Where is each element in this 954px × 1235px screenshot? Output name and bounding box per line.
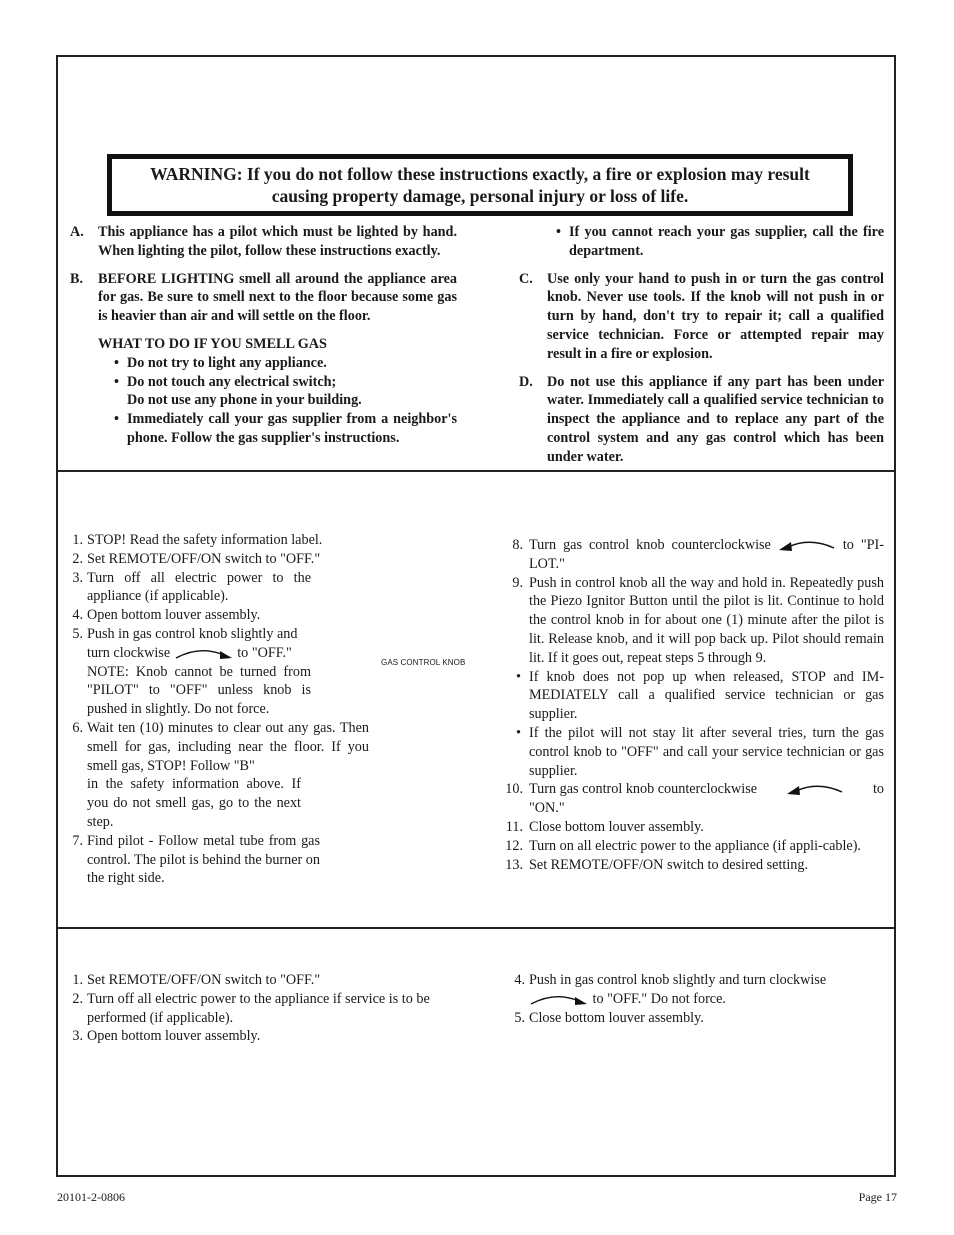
list-item: • Do not try to light any appliance. <box>114 354 327 371</box>
counterclockwise-arrow-icon <box>786 783 844 797</box>
safety-item-b: B. BEFORE LIGHTING smell all around the appliance area for gas. Be sure to smell next to the floor because some gas is heavier than air and will settle on the floor. <box>70 270 457 325</box>
counterclockwise-arrow-icon <box>778 539 836 553</box>
list-item: • If you cannot reach your gas supplier, call the fire department. <box>556 224 884 259</box>
safety-item-d: D. Do not use this appliance if any part has been under water. Immediately call a qualified service technician to inspect the appliance and to replace any part of the control system and any gas control which has been under water. <box>519 373 884 465</box>
shutoff-step-4: 4. Push in gas control knob slightly and turn clockwise to "OFF." Do not force. <box>514 972 827 1007</box>
warning-line-2: causing property damage, personal injury or loss of life. <box>271 186 689 206</box>
lighting-step-7: 7. Find pilot - Follow metal tube from gas control. The pilot is behind the burner on the right side. <box>72 832 320 887</box>
safety-item-a: A. This appliance has a pilot which must be lighted by hand. When lighting the pilot, follow these instructions exactly. <box>70 224 457 259</box>
list-item: • Immediately call your gas supplier from a neighbor's phone. Follow the gas supplier's instructions. <box>114 411 457 446</box>
shutoff-step-1: 1. Set REMOTE/OFF/ON switch to "OFF." <box>72 972 321 988</box>
lighting-step-9: 9. Push in control knob all the way and hold in. Repeatedly push the Piezo Ignitor Button until the pilot is lit. Continue to hold the control knob in for about one (1) minute after the pilot is lit. Release knob, and it will pop back up. Pilot should remain lit. If it goes out, repeat steps 5 through 9. <box>512 574 884 666</box>
lighting-step-3: 3. Turn off all electric power to the appliance (if applicable). <box>72 569 311 605</box>
safety-right-column <box>519 223 884 467</box>
lighting-step-5: 5. Push in gas control knob slightly and turn clockwise to "OFF." NOTE: Knob cannot be turned from "PILOT" to "OFF" unless knob is pushed in slightly. Do not force. <box>72 625 311 718</box>
shutoff-right-column <box>511 971 884 1027</box>
smell-gas-heading: WHAT TO DO IF YOU SMELL GAS <box>98 335 327 352</box>
lighting-step-1: 1. STOP! Read the safety information label. <box>72 532 323 548</box>
list-item: • If the pilot will not stay lit after several tries, turn the gas control knob to "OFF" and call your service technician or gas supplier. <box>516 724 884 779</box>
divider-lighting <box>56 927 896 929</box>
lighting-left-column <box>69 531 369 888</box>
lighting-step-12: 12. Turn on all electric power to the appliance (if appli-cable). <box>505 837 861 854</box>
footer-page-number: Page 17 <box>858 1190 897 1204</box>
shutoff-left-column <box>69 971 457 1046</box>
lighting-step-11: 11. Close bottom louver assembly. <box>505 818 704 835</box>
lighting-step-10: 10. Turn gas control knob counterclockwise to "ON." <box>505 781 884 817</box>
lighting-step-8: 8. Turn gas control knob counterclockwise to "PI-LOT." <box>512 537 884 572</box>
clockwise-arrow-icon <box>529 993 589 1007</box>
warning-box <box>107 154 853 216</box>
safety-item-c: C. Use only your hand to push in or turn the gas control knob. Never use tools. If the knob will not push in or turn by hand, don't try to repair it; call a qualified service technician. Force or attempted repair may result in a fire or explosion. <box>519 270 884 362</box>
warning-line-1: WARNING: If you do not follow these instructions exactly, a fire or explosion may result <box>150 164 810 184</box>
footer-doc-id: 20101-2-0806 <box>57 1190 125 1204</box>
list-item: • If knob does not pop up when released, STOP and IM-MEDIATELY call a qualified service technician or gas supplier. <box>516 668 884 723</box>
lighting-step-6: 6. Wait ten (10) minutes to clear out any gas. Then smell for gas, including near the floor. If you smell gas, STOP! Follow "B" in the safety information above. If you do not smell gas, go to the next step. <box>72 719 369 830</box>
list-item: Do not use any phone in your building. <box>127 392 362 409</box>
lighting-right-column <box>503 536 884 874</box>
shutoff-step-5: 5. Close bottom louver assembly. <box>514 1009 704 1026</box>
smell-gas-list <box>70 354 457 448</box>
gas-control-knob-caption: GAS CONTROL KNOB <box>381 658 466 667</box>
clockwise-arrow-icon <box>174 647 234 661</box>
safety-left-column <box>70 223 457 448</box>
list-item: • Do not touch any electrical switch; <box>114 373 337 390</box>
lighting-step-4: 4. Open bottom louver assembly. <box>72 607 261 624</box>
shutoff-step-2: 2. Turn off all electric power to the appliance if service is to be performed (if applicable). <box>72 990 430 1026</box>
shutoff-step-3: 3. Open bottom louver assembly. <box>72 1028 261 1045</box>
lighting-step-13: 13. Set REMOTE/OFF/ON switch to desired setting. <box>505 856 809 873</box>
lighting-step-2: 2. Set REMOTE/OFF/ON switch to "OFF." <box>72 550 321 567</box>
divider-safety <box>56 470 896 472</box>
